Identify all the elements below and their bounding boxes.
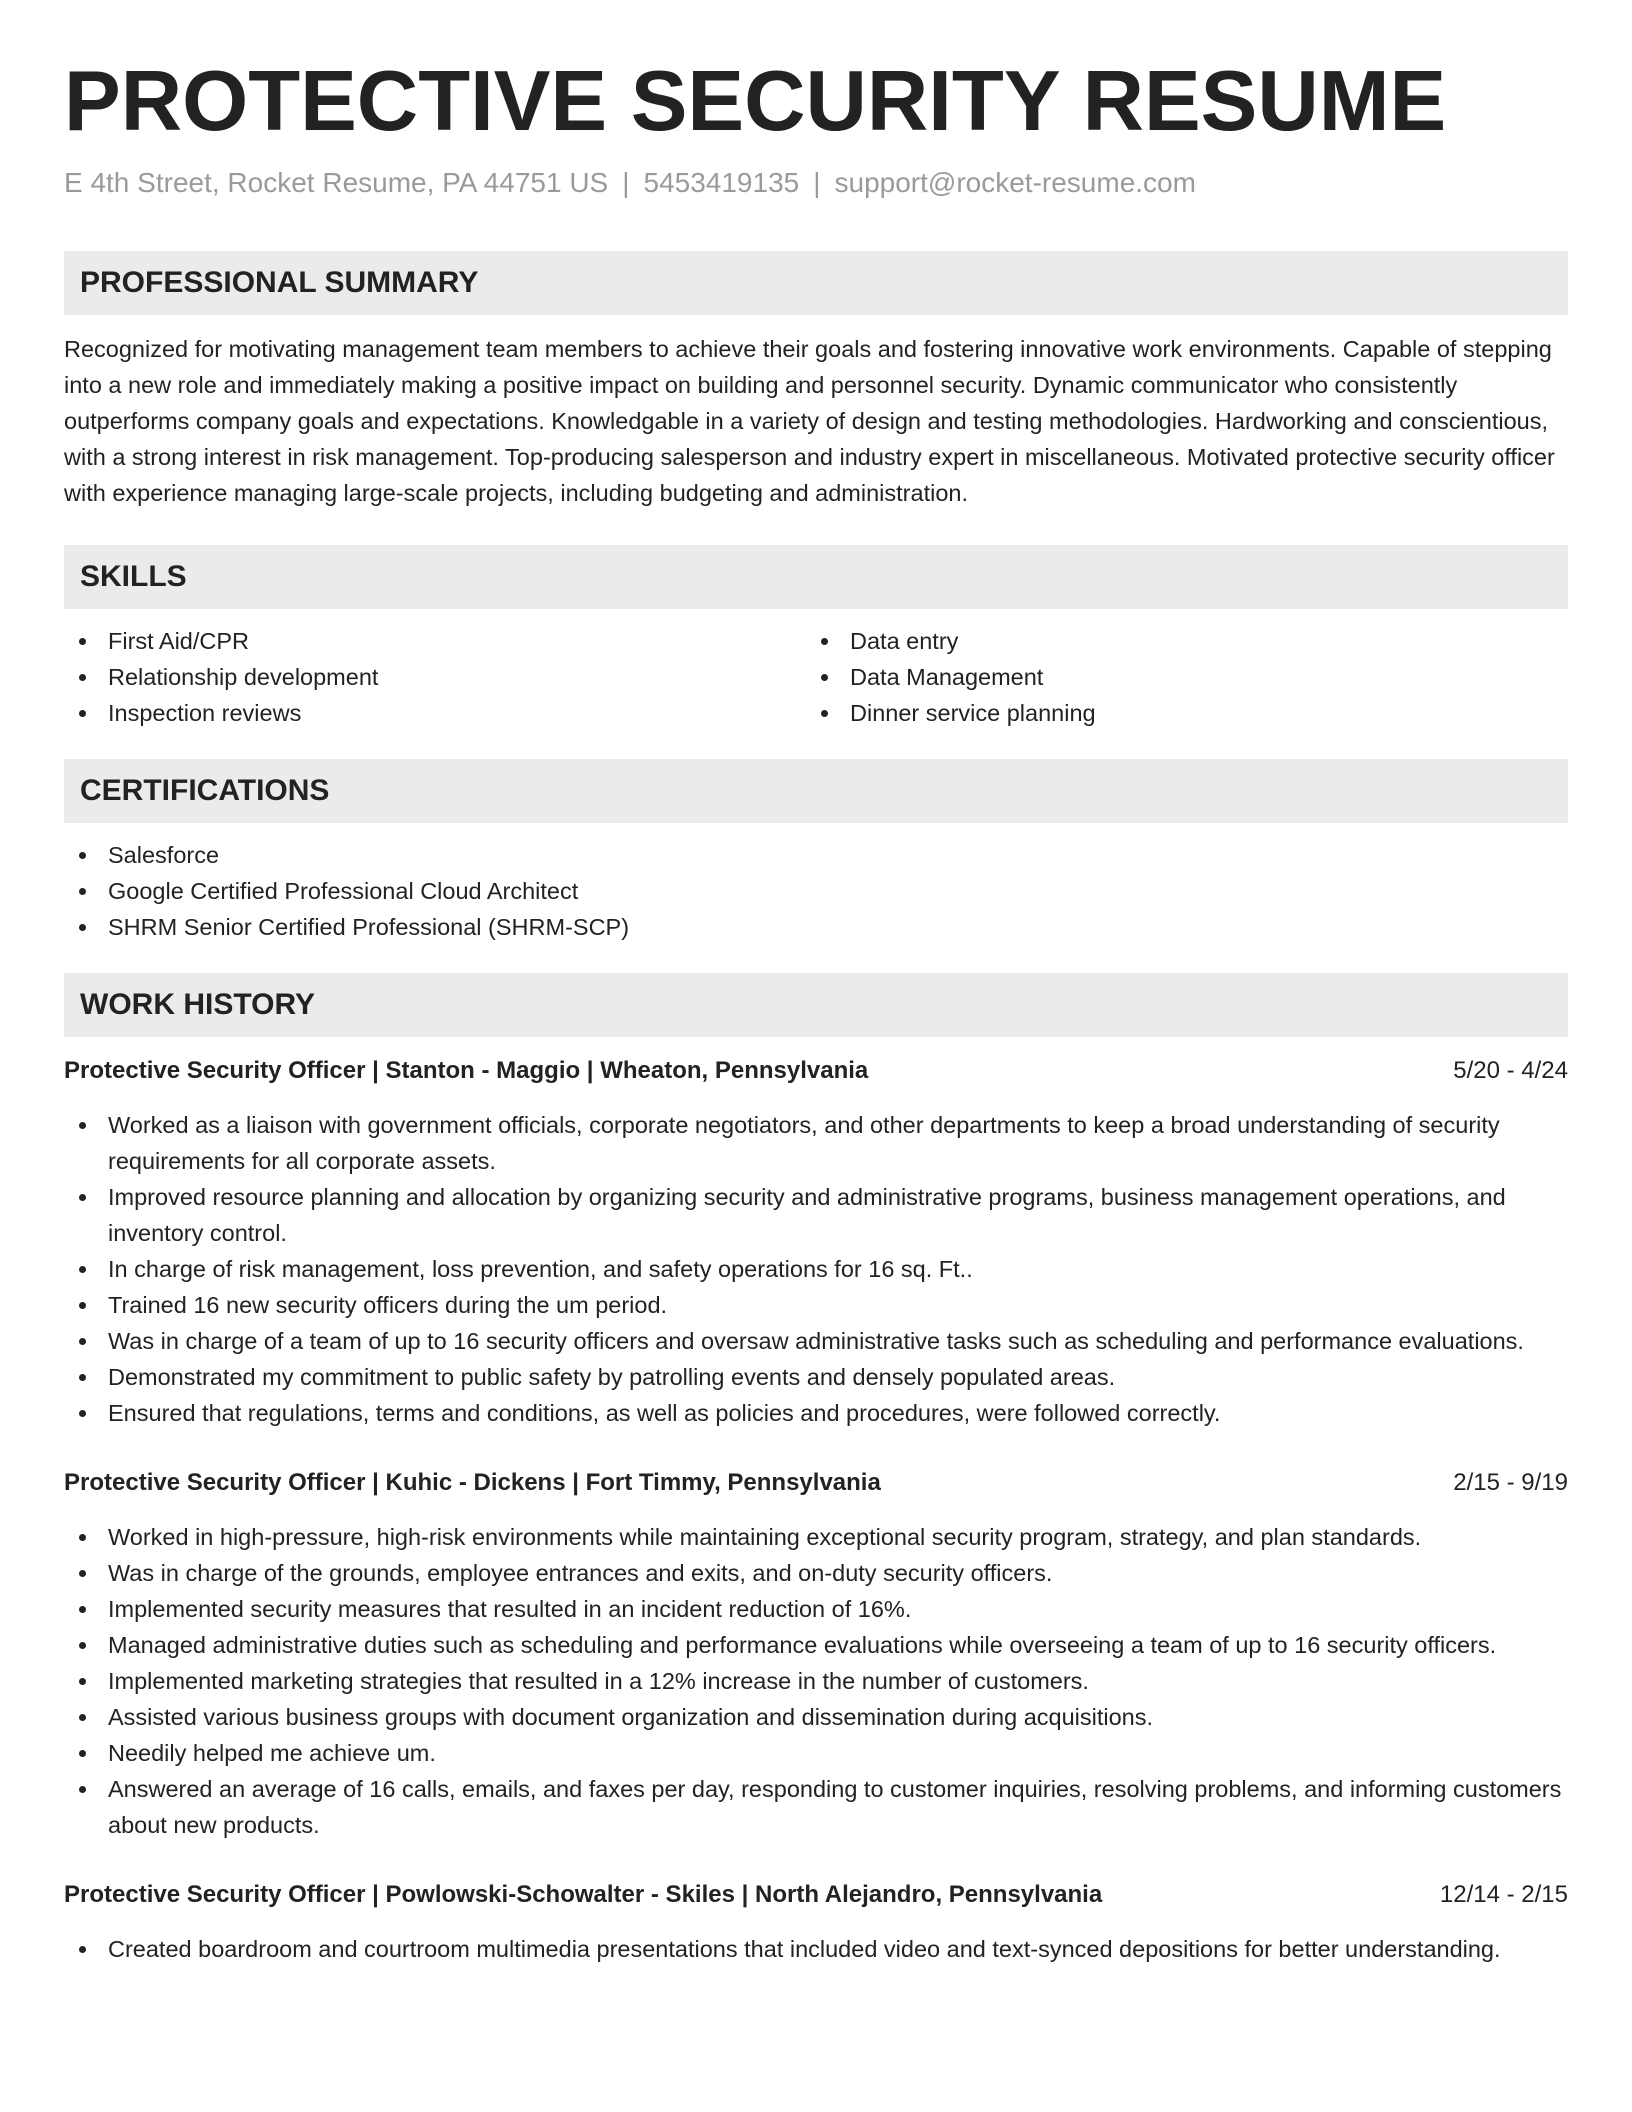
- job-bullet: Worked as a liaison with government officials, corporate negotiators, and other departments to keep a broad understanding of security requirements for all corporate assets.: [64, 1107, 1568, 1179]
- skill-item: Data Management: [806, 659, 1548, 695]
- job-bullet: Implemented security measures that resulted in an incident reduction of 16%.: [64, 1591, 1568, 1627]
- job-bullet: Was in charge of the grounds, employee entrances and exits, and on-duty security officers.: [64, 1555, 1568, 1591]
- job-bullet: Was in charge of a team of up to 16 security officers and oversaw administrative tasks such as scheduling and performance evaluations.: [64, 1323, 1568, 1359]
- job-bullet: Managed administrative duties such as scheduling and performance evaluations while overseeing a team of up to 16 security officers.: [64, 1627, 1568, 1663]
- certifications-list: [64, 837, 1568, 945]
- contact-email: support@rocket-resume.com: [834, 167, 1196, 198]
- skill-item: Relationship development: [64, 659, 806, 695]
- section-heading-work-history: WORK HISTORY: [64, 973, 1568, 1037]
- contact-phone: 5453419135: [643, 167, 800, 198]
- certification-item: Salesforce: [64, 837, 1568, 873]
- contact-line: [64, 166, 1568, 200]
- certification-item: Google Certified Professional Cloud Architect: [64, 873, 1568, 909]
- job-bullet: Demonstrated my commitment to public safety by patrolling events and densely populated areas.: [64, 1359, 1568, 1395]
- skills-column-right: [806, 623, 1548, 731]
- job-dates: 2/15 - 9/19: [1453, 1469, 1568, 1496]
- skills-grid: [64, 623, 1568, 731]
- job-bullet: Trained 16 new security officers during the um period.: [64, 1287, 1568, 1323]
- job-bullet: In charge of risk management, loss prevention, and safety operations for 16 sq. Ft..: [64, 1251, 1568, 1287]
- job-bullet: Needily helped me achieve um.: [64, 1735, 1568, 1771]
- contact-separator: |: [813, 167, 821, 198]
- job-title: Protective Security Officer | Kuhic - Dickens | Fort Timmy, Pennsylvania: [64, 1469, 881, 1496]
- job-header: [64, 1877, 1568, 1913]
- job-bullet: Assisted various business groups with document organization and dissemination during acquisitions.: [64, 1699, 1568, 1735]
- job-bullets: [64, 1519, 1568, 1843]
- job-bullet: Answered an average of 16 calls, emails, and faxes per day, responding to customer inquiries, resolving problems, and informing customers about new products.: [64, 1771, 1568, 1843]
- job-bullets: [64, 1107, 1568, 1431]
- section-heading-certifications: CERTIFICATIONS: [64, 759, 1568, 823]
- section-heading-summary: PROFESSIONAL SUMMARY: [64, 251, 1568, 315]
- job-bullet: Worked in high-pressure, high-risk environments while maintaining exceptional security program, strategy, and plan standards.: [64, 1519, 1568, 1555]
- job-dates: 12/14 - 2/15: [1439, 1881, 1568, 1908]
- job-bullet: Improved resource planning and allocation by organizing security and administrative programs, business management operations, and inventory control.: [64, 1179, 1568, 1251]
- certification-item: SHRM Senior Certified Professional (SHRM-SCP): [64, 909, 1568, 945]
- skill-item: Data entry: [806, 623, 1548, 659]
- section-heading-skills: SKILLS: [64, 545, 1568, 609]
- contact-separator: |: [622, 167, 630, 198]
- job-bullets: [64, 1931, 1568, 1967]
- job-bullet: Implemented marketing strategies that resulted in a 12% increase in the number of customers.: [64, 1663, 1568, 1699]
- summary-text: Recognized for motivating management team members to achieve their goals and fostering innovative work environments. Capable of stepping into a new role and immediately making a positive impact on building and personnel security. Dynamic communicator who consistently outperforms company goals and expectations. Knowledgable in a variety of design and testing methodologies. Hardworking and conscientious, with a strong interest in risk management. Top-producing salesperson and industry expert in miscellaneous. Motivated protective security officer with experience managing large-scale projects, including budgeting and administration.: [64, 336, 1555, 506]
- job-header: [64, 1465, 1568, 1501]
- job-title: Protective Security Officer | Powlowski-Schowalter - Skiles | North Alejandro, Pennsylvania: [64, 1881, 1103, 1908]
- skills-column-left: [64, 623, 806, 731]
- contact-address: E 4th Street, Rocket Resume, PA 44751 US: [64, 167, 609, 198]
- resume-page: [64, 0, 1568, 1967]
- skill-item: Dinner service planning: [806, 695, 1548, 731]
- job-header: [64, 1053, 1568, 1089]
- job-title: Protective Security Officer | Stanton - Maggio | Wheaton, Pennsylvania: [64, 1057, 869, 1084]
- skill-item: Inspection reviews: [64, 695, 806, 731]
- job-bullet: Created boardroom and courtroom multimedia presentations that included video and text-synced depositions for better understanding.: [64, 1931, 1568, 1967]
- resume-title: PROTECTIVE SECURITY RESUME: [64, 54, 1447, 149]
- job-bullet: Ensured that regulations, terms and conditions, as well as policies and procedures, were followed correctly.: [64, 1395, 1568, 1431]
- skill-item: First Aid/CPR: [64, 623, 806, 659]
- job-dates: 5/20 - 4/24: [1453, 1057, 1568, 1084]
